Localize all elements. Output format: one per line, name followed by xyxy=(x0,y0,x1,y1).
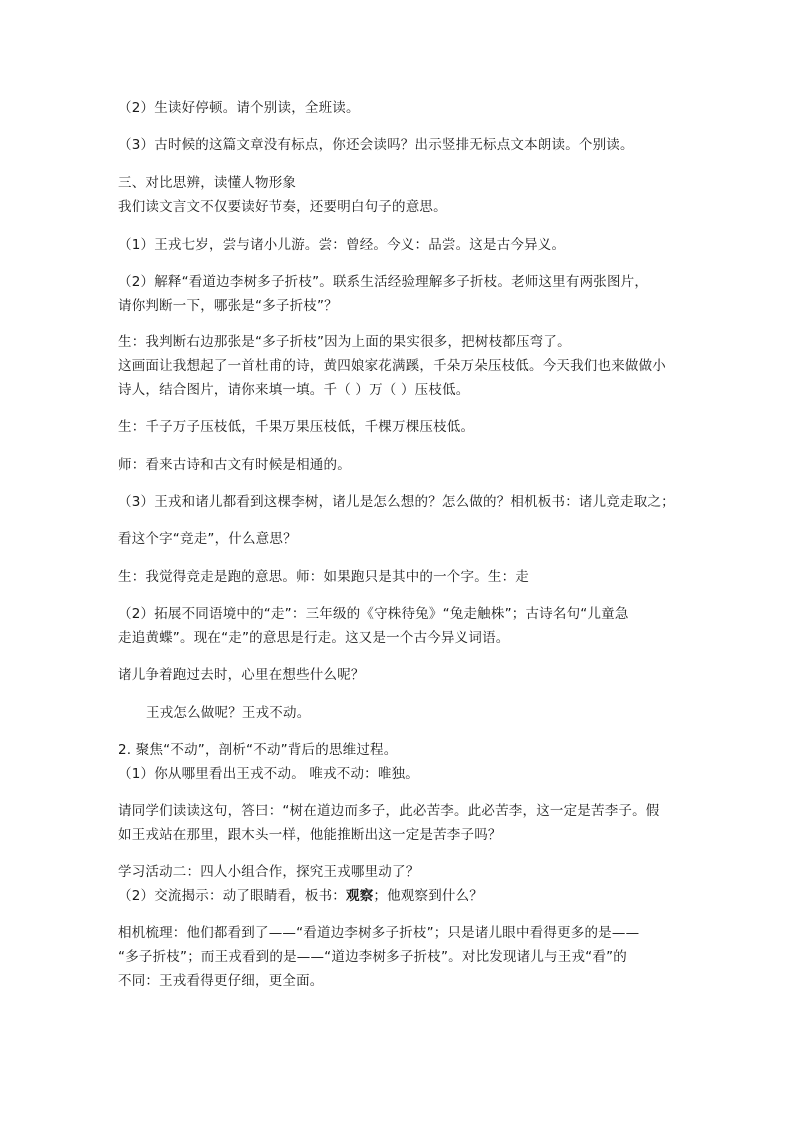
text-segment: （2）交流揭示：动了眼睛看，板书： xyxy=(118,888,346,904)
text-line: （1）王戎七岁，尝与诸小儿游。尝：曾经。今义：品尝。这是古今异义。 xyxy=(118,237,566,253)
text-line: 王戎怎么做呢？王戎不动。 xyxy=(146,705,311,721)
text-line: 这画面让我想起了一首杜甫的诗，黄四娘家花满蹊，千朵万朵压枝低。今天我们也来做做小 xyxy=(118,358,666,374)
text-line: 诸儿争着跑过去时，心里在想些什么呢？ xyxy=(118,667,365,683)
text-line: 诗人，结合图片，请你来填一填。千（ ）万（ ）压枝低。 xyxy=(118,382,470,398)
text-line: 走追黄蝶”。现在“走”的意思是行走。这又是一个古今异义词语。 xyxy=(118,630,510,646)
text-line: （1）你从哪里看出王戎不动。 唯戎不动：唯独。 xyxy=(118,766,419,782)
text-line: 我们读文言文不仅要读好节奏，还要明白句子的意思。 xyxy=(118,199,447,215)
text-line: （2）拓展不同语境中的“走”：三年级的《守株待兔》“兔走触株”；古诗名句“儿童急 xyxy=(118,606,629,622)
text-line: （3）王戎和诸儿都看到这棵李树，诸儿是怎么想的？怎么做的？相机板书：诸儿竞走取之； xyxy=(118,494,675,510)
text-line: 如王戎站在那里，跟木头一样，他能推断出这一定是苦李子吗？ xyxy=(118,827,502,843)
text-line: 相机梳理：他们都看到了——“看道边李树多子折枝”；只是诸儿眼中看得更多的是—— xyxy=(118,925,640,941)
text-line: 生：千子万子压枝低，千果万果压枝低，千棵万棵压枝低。 xyxy=(118,419,475,435)
text-line: （2）生读好停顿。请个别读，全班读。 xyxy=(118,100,360,116)
text-line xyxy=(118,887,483,905)
text-line: 生：我判断右边那张是“多子折枝”因为上面的果实很多，把树枝都压弯了。 xyxy=(118,334,571,350)
text-line: 学习活动二：四人小组合作，探究王戎哪里动了？ xyxy=(118,864,420,880)
section-heading: 三、对比思辨，读懂人物形象 xyxy=(118,175,297,191)
text-line: 师：看来古诗和古文有时候是相通的。 xyxy=(118,457,351,473)
text-line: 请你判断一下，哪张是“多子折枝”？ xyxy=(118,298,338,314)
bold-keyword: 观察 xyxy=(346,888,374,904)
text-line: 看这个字“竞走”，什么意思？ xyxy=(118,531,297,547)
text-line: “多子折枝”；而王戎看到的是——“道边李树多子折枝”。对比发现诸儿与王戎“看”的 xyxy=(118,949,627,965)
text-segment: ；他观察到什么？ xyxy=(373,888,484,904)
text-line: 不同：王戎看得更仔细，更全面。 xyxy=(118,973,324,989)
text-line: 2. 聚焦“不动”，剖析“不动”背后的思维过程。 xyxy=(118,742,398,758)
text-line: （2）解释“看道边李树多子折枝”。联系生活经验理解多子折枝。老师这里有两张图片， xyxy=(118,274,649,290)
text-line: 请同学们读读这句，答曰：“树在道边而多子，此必苦李。此必苦李，这一定是苦李子。假 xyxy=(118,803,660,819)
text-line: （3）古时候的这篇文章没有标点，你还会读吗？出示竖排无标点文本朗读。个别读。 xyxy=(118,137,634,153)
text-line: 生：我觉得竞走是跑的意思。师：如果跑只是其中的一个字。生：走 xyxy=(118,569,529,585)
